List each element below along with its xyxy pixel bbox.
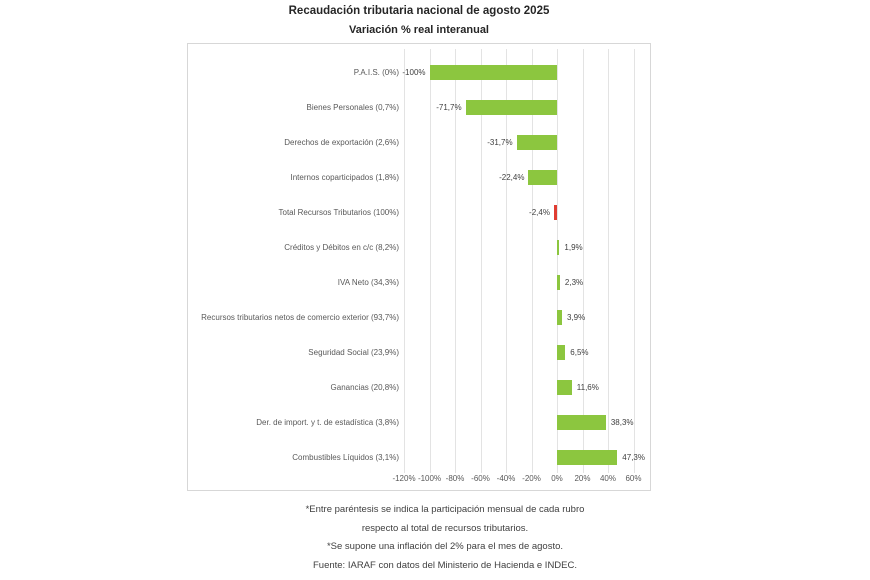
chart-row [188,405,650,440]
value-label: 1,9% [564,243,583,252]
value-label: 6,5% [570,348,589,357]
bar [430,65,558,80]
footnote-line: *Se supone una inflación del 2% para el mes de agosto. [326,541,564,552]
category-label: Der. de import. y t. de estadística (3,8%) [256,418,399,427]
chart-area [187,43,651,491]
x-tick-label: -120% [392,474,416,483]
bar [557,310,562,325]
x-tick-label: 0% [551,474,563,483]
chart-row [188,55,650,90]
category-label: Ganancias (20,8%) [330,383,399,392]
value-label: -71,7% [436,103,462,112]
bar [466,100,557,115]
bar [557,415,606,430]
chart-row [188,265,650,300]
x-tick-label: -100% [417,474,442,483]
footnote-line: respecto al total de recursos tributarios. [361,522,529,534]
chart-row [188,370,650,405]
chart-row [188,230,650,265]
chart-row [188,160,650,195]
footnote-line: *Entre paréntesis se indica la participación mensual de cada rubro [305,504,585,515]
category-label: Derechos de exportación (2,6%) [284,138,399,147]
value-label: 47,3% [622,453,645,462]
chart-title: Recaudación tributaria nacional de agosto 2025 [288,5,550,17]
value-label: 2,3% [564,278,584,287]
chart-row [188,90,650,125]
category-label: Recursos tributarios netos de comercio exterior (93,7%) [201,313,399,322]
category-label: IVA Neto (34,3%) [337,278,399,287]
category-label: Bienes Personales (0,7%) [306,103,399,112]
bar [557,275,560,290]
category-label: Combustibles Líquidos (3,1%) [292,453,399,462]
value-label: -31,7% [487,138,513,147]
x-tick-label: -40% [496,474,516,483]
category-label: Créditos y Débitos en c/c (8,2%) [284,243,399,252]
chart-row [188,440,650,475]
bar [557,450,617,465]
bar [528,170,557,185]
bar [554,205,557,220]
chart-row [188,195,650,230]
x-tick-label: -80% [445,474,465,483]
bar [557,380,572,395]
value-label: 3,9% [566,313,586,322]
chart-row [188,300,650,335]
bar [557,240,559,255]
category-label: P.A.I.S. (0%) [353,68,399,77]
x-tick-label: 20% [574,474,591,483]
bar [517,135,557,150]
chart-row [188,125,650,160]
x-tick-label: -60% [471,474,490,483]
chart-row [188,335,650,370]
chart-subtitle: Variación % real interanual [348,24,489,36]
footnotes [20,501,870,575]
footnote-line: Fuente: IARAF con datos del Ministerio de Hacienda e INDEC. [312,559,577,571]
value-label: 11,6% [576,383,599,392]
category-label: Internos coparticipados (1,8%) [290,173,399,182]
value-label: 38,3% [610,418,634,427]
value-label: -100% [402,68,426,77]
value-label: -2,4% [529,208,550,217]
category-label: Total Recursos Tributarios (100%) [278,208,399,217]
x-tick-label: -20% [522,474,541,483]
x-tick-label: 40% [599,474,616,483]
x-tick-label: 60% [625,474,642,483]
value-label: -22,4% [499,173,525,182]
bar [557,345,565,360]
category-label: Seguridad Social (23,9%) [308,348,399,357]
